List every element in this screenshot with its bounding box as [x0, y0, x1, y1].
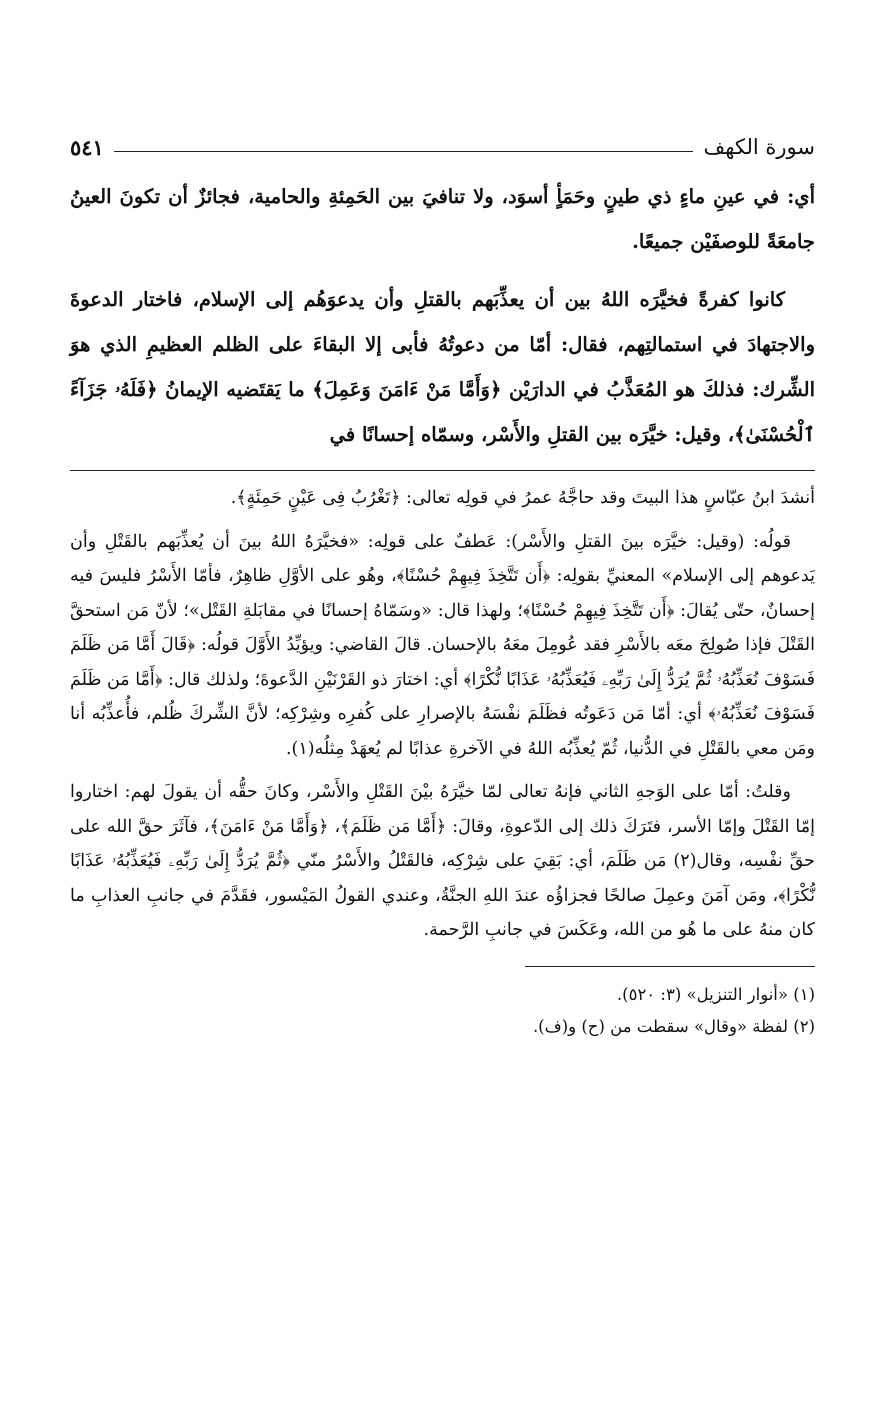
main-text — [70, 174, 815, 457]
commentary-paragraph-2: قولُه: (وقيل: خيَّرَه بينَ القتلِ والأَسْر): عَطفٌ على قولِه: «فخيَّرَهُ اللهُ بينَ أن يُعذِّبَهم بالقَتْلِ وأن يَدعوهم إلى الإسلام» المعنيِّ بقولِه: ﴿أَن تَتَّخِذَ فِيهِمْ حُسْنًا﴾، وهُو على الأوَّلِ ظاهِرٌ، فأمّا الأَسْرُ فليسَ فيه إحسانٌ، حتّى يُقالَ: ﴿أَن تَتَّخِذَ فِيهِمْ حُسْنًا﴾؛ ولهذا قال: «وسَمّاهُ إحسانًا في مقابَلةِ القَتْل»؛ لأنّ مَن استحقَّ القَتْلَ فإذا صُولِحَ معَه بالأَسْرِ فقد عُومِلَ معَهُ بالإحسان. قالَ القاضي: ويؤيِّدُ الأَوَّلَ قولُه: ﴿قَالَ أَمَّا مَن ظَلَمَ فَسَوْفَ نُعَذِّبُهُۥ ثُمَّ يُرَدُّ إِلَىٰ رَبِّهِۦ فَيُعَذِّبُهُۥ عَذَابًا نُّكْرًا﴾ أي: اختارَ ذو القَرْنَيْنِ الدَّعوةَ؛ ولذلك قال: ﴿أَمَّا مَن ظَلَمَ فَسَوْفَ نُعَذِّبُهُۥ﴾ أي: أمّا مَن دَعَوتُه فظَلَمَ نفْسَهُ بالإصرارِ على كُفرِه وشِرْكِه؛ لأنَّ الشِّركَ ظُلم، فأُعذِّبُه أنا ومَن معي بالقَتْلِ في الدُّنيا، ثُمّ يُعذِّبُه اللهُ في الآخرةِ عذابًا لم يُعهَدْ مِثلُه(١). — [70, 531, 815, 759]
main-paragraph-2: كانوا كفرةً فخيَّرَه اللهُ بين أن يعذِّبَهم بالقتلِ وأن يدعوَهُم إلى الإسلام، فاختار الدعوةَ والاجتهادَ في استمالتِهم، فقال: أمّا من دعوتُهُ فأبى إلا البقاءَ على الظلم العظيمِ الذي هوَ الشِّرك: فذلكَ هو المُعَذَّبُ في الدارَيْن ﴿وَأَمَّا مَنْ ءَامَنَ وَعَمِلَ﴾ ما يَقتَضيه الإيمانُ ﴿فَلَهُۥ جَزَآءً ٱلْحُسْنَىٰ﴾، وقيل: خيَّرَه بين القتلِ والأَسْر، وسمّاه إحسانًا في — [70, 288, 815, 446]
footnote-divider — [525, 966, 815, 967]
commentary-text — [70, 481, 815, 948]
main-paragraph-1: أي: في عينِ ماءٍ ذي طينٍ وحَمَأٍ أسوَد، ولا تنافيَ بين الحَمِئةِ والحامية، فجائزٌ أن تكونَ العينُ جامعَةً للوصفَيْن جميعًا. — [70, 185, 815, 253]
footnote-2: (٢) لفظة «وقال» سقطت من (ح) و(ف). — [532, 1016, 815, 1036]
page — [70, 118, 815, 1043]
header-rule — [114, 151, 694, 152]
footnote-1: (١) «أنوار التنزيل» (٣: ٥٢٠). — [616, 984, 815, 1004]
main-commentary-divider — [70, 470, 815, 471]
footnotes — [70, 979, 815, 1043]
surah-title: سورة الكهف — [703, 135, 815, 159]
commentary-paragraph-3: وقلتُ: أمّا على الوَجهِ الثاني فإنهُ تعالى لمّا خيَّرَهُ بيْنَ القَتْلِ والأَسْر، وكانَ حقُّه أن يقولَ لهم: اختاروا إمّا القَتْلَ وإمّا الأسر، فتَرَكَ ذلك إلى الدّعوةِ، وقالَ: ﴿أَمَّا مَن ظَلَمَ﴾، ﴿وَأَمَّا مَنْ ءَامَنَ﴾، فآثَرَ حقَّ الله على حقِّ نفْسِه، وقال(٢) مَن ظَلَمَ، أي: بَقِيَ على شِرْكِه، فالقَتْلُ والأَسْرُ منّي ﴿ثُمَّ يُرَدُّ إِلَىٰ رَبِّهِۦ فَيُعَذِّبُهُۥ عَذَابًا نُّكْرًا﴾، ومَن آمَنَ وعمِلَ صالحًا فجزاؤُه عندَ اللهِ الجنَّةُ، وعندي القولُ المَيْسور، فقَدَّمَ في جانبِ العذابِ ما كان منهُ على ما هُو من الله، وعَكَسَ في جانبِ الرَّحمة. — [70, 782, 815, 940]
commentary-paragraph-1: أنشدَ ابنُ عبّاسٍ هذا البيتَ وقد حاجَّهُ عمرُ في قولِه تعالى: ﴿تَغْرُبُ فِى عَيْنٍ حَمِئَةٍ﴾. — [230, 488, 815, 508]
page-header — [70, 118, 815, 158]
page-number: ٥٤١ — [70, 135, 104, 160]
